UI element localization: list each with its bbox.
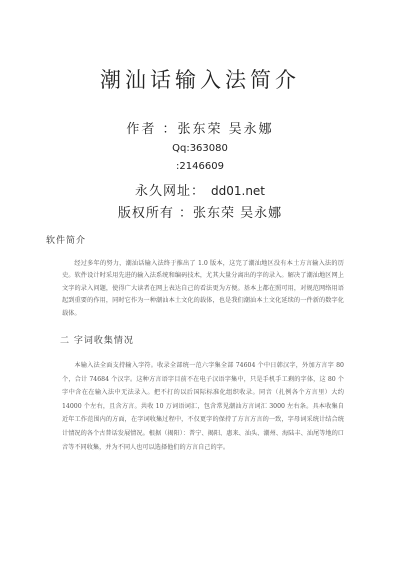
qq-number-continued: :2146609	[176, 161, 224, 172]
qq-number-line: Qq:363080	[172, 143, 228, 154]
document-title: 潮汕话输入法简介	[100, 68, 300, 92]
website-link[interactable]: dd01.net	[211, 184, 266, 198]
section-paragraph-words: 本输入法全面支持输入字符。收录全部统一范六字集全部 74604 个中日韩汉字，外加方言字 80 个，合计 74684 个汉字。这种方言语字目前不在电子汉语字集中，只是手机手工剩的字体，这 80 个字中含在在输入法中无法录入。把不打的以后国际标准化组织收录。同音（扎例各个方言里）大约 14000 个左右，且含方言。共收 10 万词语词汇，包含常见潮汕方言词汇 3000 左右条。具本收集自近年工作范围内的方面，在字词收集过程中，不仅更字的保持了方言方言的一致，字母词采统计结合统计情况的各个古普话发展情况。根据（揭阳）：普宁、揭阳、惠来、汕头、潮州、海陆丰、汕尾等地的口音等不同收集，并为不同人也可以选择他们的方言自己的字。	[62, 362, 344, 451]
section-paragraph-intro: 经过多年的努力，潮汕话输入法终于推出了 1.0 版本，这完了潮汕地区没有本土方言输入法的历史。软件设计时采用先进的输入法系统和编码技术，尤其大量分离出的字的录入。解决了潮汕地区网上文字的录入问题，使得广大读者在网上表达自己的看法更为方便。基本上都在照可用，对规范网络用语起到重要的作用，同时它作为一种潮汕本土文化的载体，也是我们潮汕本土文化延续的一件新的数字化载体。	[62, 260, 344, 317]
section-heading-words: 二 字词收集情况	[60, 336, 134, 346]
section-heading-intro: 软件简介	[46, 236, 87, 246]
website-label: 永久网址：	[134, 184, 205, 199]
authors-line: 作者 ：张东荣 吴永娜	[126, 122, 274, 137]
website-line	[0, 180, 400, 199]
copyright-line: 版权所有 ：张东荣 吴永娜	[117, 206, 283, 221]
